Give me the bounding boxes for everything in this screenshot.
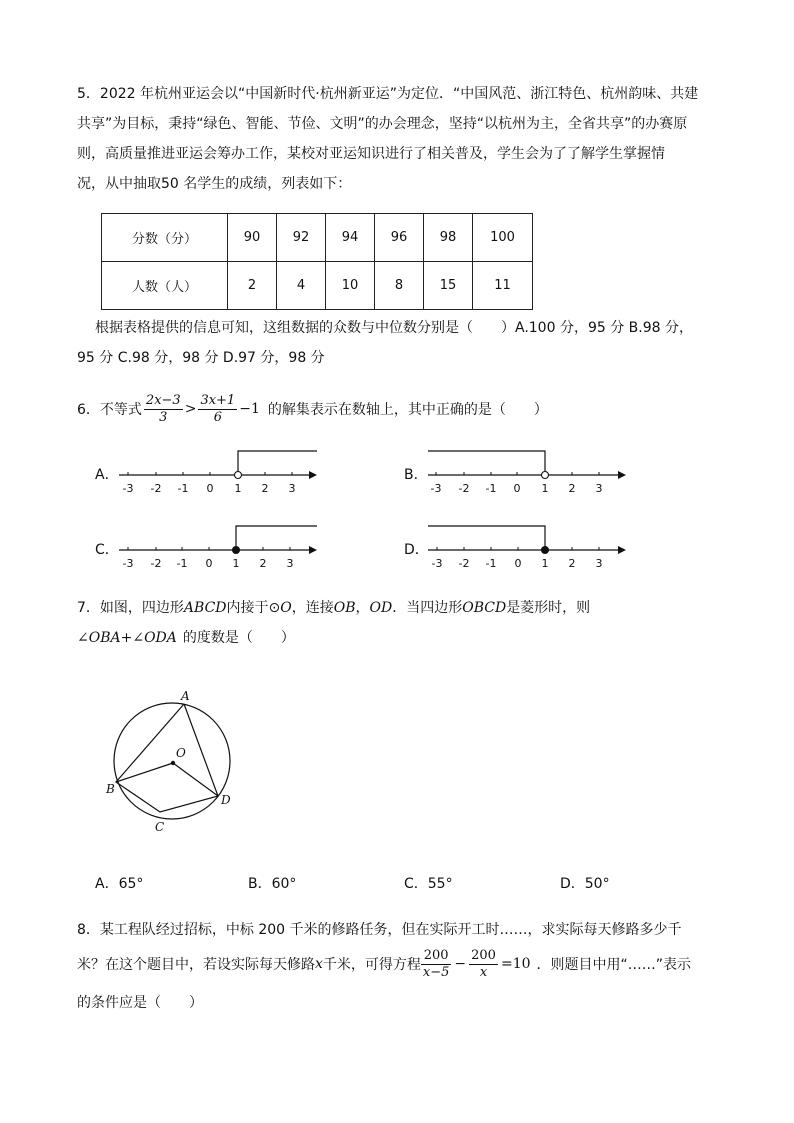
q7-choice-d: D．50° — [560, 876, 610, 892]
fraction-denominator: 6 — [213, 409, 222, 425]
axis-arrow — [618, 546, 626, 554]
solution-bracket — [428, 526, 545, 550]
q6-fraction-2 — [198, 393, 237, 426]
q5-line-4: 况，从中抽取50 名学生的成绩，列表如下： — [77, 176, 352, 192]
q6-option-a-label: A． — [95, 467, 119, 483]
vertex-label-d: D — [221, 793, 231, 807]
open-dot — [235, 472, 242, 479]
q5-line-3: 则，高质量推进亚运会筹办工作，某校对亚运知识进行了相关普及，学生会为了了解学生掌握情 — [77, 146, 665, 162]
score-cell: 98 — [424, 214, 473, 262]
tick-label: 1 — [234, 482, 242, 495]
tick-label: -2 — [458, 482, 470, 495]
segment-od — [173, 763, 218, 796]
tick-label: 2 — [568, 557, 576, 570]
count-cell: 15 — [424, 262, 473, 310]
number-line-c — [115, 522, 325, 572]
minus-sign: − — [454, 956, 467, 972]
center-label-o: O — [176, 746, 186, 760]
q5-question: 根据表格提供的信息可知，这组数据的众数与中位数分别是（ ）A.100 分，95 分 B.98 分， — [95, 320, 693, 336]
tick-label: 2 — [259, 557, 267, 570]
q7-o: O — [280, 600, 292, 616]
circle-o — [114, 703, 230, 819]
q8-fraction-2 — [469, 948, 498, 981]
q8-text: 千米，可得方程 — [322, 957, 421, 973]
q5-line-1: 5．2022 年杭州亚运会以“中国新时代·杭州新亚运”为定位．“中国风范、浙江特色、杭州韵味、共建 — [77, 86, 699, 102]
q6-stem — [77, 389, 548, 429]
q7-text: ， — [355, 600, 370, 616]
q7-choice-c: C．55° — [404, 876, 453, 892]
count-cell: 11 — [473, 262, 533, 310]
center-dot — [171, 761, 175, 765]
score-cell: 90 — [228, 214, 277, 262]
tick-label: 1 — [232, 557, 240, 570]
tick-label: 3 — [595, 557, 603, 570]
tick-label: -1 — [176, 557, 188, 570]
q6-prefix: 6．不等式 — [77, 402, 142, 418]
score-cell: 92 — [277, 214, 326, 262]
q8-fraction-1 — [421, 948, 452, 981]
tick-label: -3 — [122, 557, 134, 570]
q6-option-c-label: C． — [95, 542, 119, 558]
score-cell: 96 — [375, 214, 424, 262]
tick-label: -2 — [150, 557, 162, 570]
circle-figure — [100, 685, 250, 835]
count-cell: 10 — [326, 262, 375, 310]
number-line-d — [424, 522, 634, 572]
equals-ten: =10 — [500, 956, 531, 972]
q7-ob: OB — [333, 600, 356, 616]
closed-dot — [542, 547, 549, 554]
q7-line-1 — [77, 598, 590, 618]
tick-label: 3 — [595, 482, 603, 495]
axis-arrow — [309, 471, 317, 479]
tick-label: 0 — [206, 482, 214, 495]
tick-label: -1 — [485, 557, 497, 570]
fraction-numerator: 2x−3 — [145, 392, 181, 408]
tick-label: -2 — [150, 482, 162, 495]
q8-text: 米？在这个题目中，若设实际每天修路 — [77, 957, 315, 973]
fraction-denominator: x — [479, 964, 488, 980]
q7-line-2 — [77, 628, 295, 648]
tick-label: 0 — [514, 557, 522, 570]
fraction-denominator: x−5 — [422, 964, 450, 980]
tick-label: 0 — [205, 557, 213, 570]
fraction-numerator: 200 — [471, 947, 496, 963]
q7-angle-expression: ∠OBA+∠ODA — [77, 630, 177, 646]
fraction-numerator: 3x+1 — [200, 392, 236, 408]
vertex-label-a: A — [181, 689, 190, 703]
q8-line-1: 8．某工程队经过招标，中标 200 千米的修路任务，但在实际开工时……，求实际每天修路多少千 — [77, 922, 682, 938]
closed-dot — [233, 547, 240, 554]
q6-fraction-1 — [144, 393, 183, 426]
tick-label: -1 — [485, 482, 497, 495]
tick-label: 1 — [541, 557, 549, 570]
row-header-count: 人数（人） — [102, 262, 228, 310]
vertex-label-c: C — [155, 820, 165, 834]
count-cell: 8 — [375, 262, 424, 310]
q7-choice-b: B．60° — [248, 876, 297, 892]
q7-text: 是菱形时，则 — [506, 600, 591, 616]
row-header-score: 分数（分） — [102, 214, 228, 262]
score-cell: 94 — [326, 214, 375, 262]
open-dot — [542, 472, 549, 479]
q7-text: 的度数是（ ） — [182, 630, 295, 646]
count-cell: 4 — [277, 262, 326, 310]
q5-line-2: 共享”为目标，秉持“绿色、智能、节俭、文明”的办会理念，坚持“以杭州为主，全省共享”的办赛原 — [77, 116, 688, 132]
q7-text: 7．如图，四边形 — [77, 600, 184, 616]
q8-line-2 — [77, 944, 691, 984]
fraction-numerator: 200 — [421, 948, 452, 965]
tick-label: -3 — [430, 482, 442, 495]
fraction-denominator: 3 — [159, 409, 168, 425]
q7-text: 内接于⊙ — [226, 600, 281, 616]
count-cell: 2 — [228, 262, 277, 310]
q7-text: ．当四边形 — [392, 600, 463, 616]
q7-od: OD — [369, 600, 393, 616]
q6-suffix: 的解集表示在数轴上，其中正确的是（ ） — [267, 402, 548, 418]
tick-label: 0 — [513, 482, 521, 495]
q7-choice-a: A．65° — [95, 876, 144, 892]
tick-label: 1 — [541, 482, 549, 495]
q8-variable-x: x — [315, 956, 323, 972]
q7-obcd: OBCD — [462, 600, 507, 616]
tick-label: 2 — [568, 482, 576, 495]
tick-label: -3 — [431, 557, 443, 570]
q7-text: ，连接 — [291, 600, 334, 616]
tick-label: 2 — [261, 482, 269, 495]
number-line-a — [115, 447, 325, 497]
score-cell: 100 — [473, 214, 533, 262]
minus-one: −1 — [239, 401, 260, 417]
axis-arrow — [618, 471, 626, 479]
q8-text: ．则题目中用“……”表示 — [536, 957, 692, 973]
q7-abcd: ABCD — [183, 600, 227, 616]
q5-options: 95 分 C.98 分，98 分 D.97 分，98 分 — [77, 350, 325, 366]
q8-line-3: 的条件应是（ ） — [77, 995, 203, 1011]
tick-label: -3 — [122, 482, 134, 495]
solution-bracket — [428, 451, 545, 475]
score-table — [101, 213, 533, 310]
axis-arrow — [309, 546, 317, 554]
vertex-label-b: B — [106, 782, 115, 796]
solution-bracket — [236, 526, 317, 550]
number-line-b — [424, 447, 634, 497]
q6-option-b-label: B． — [404, 467, 428, 483]
tick-label: 3 — [286, 557, 294, 570]
tick-label: -1 — [177, 482, 189, 495]
tick-label: 3 — [288, 482, 296, 495]
q6-option-d-label: D． — [404, 542, 429, 558]
greater-than-sign: > — [184, 401, 197, 417]
tick-label: -2 — [458, 557, 470, 570]
solution-bracket — [238, 451, 317, 475]
score-row — [102, 214, 533, 262]
count-row — [102, 262, 533, 310]
